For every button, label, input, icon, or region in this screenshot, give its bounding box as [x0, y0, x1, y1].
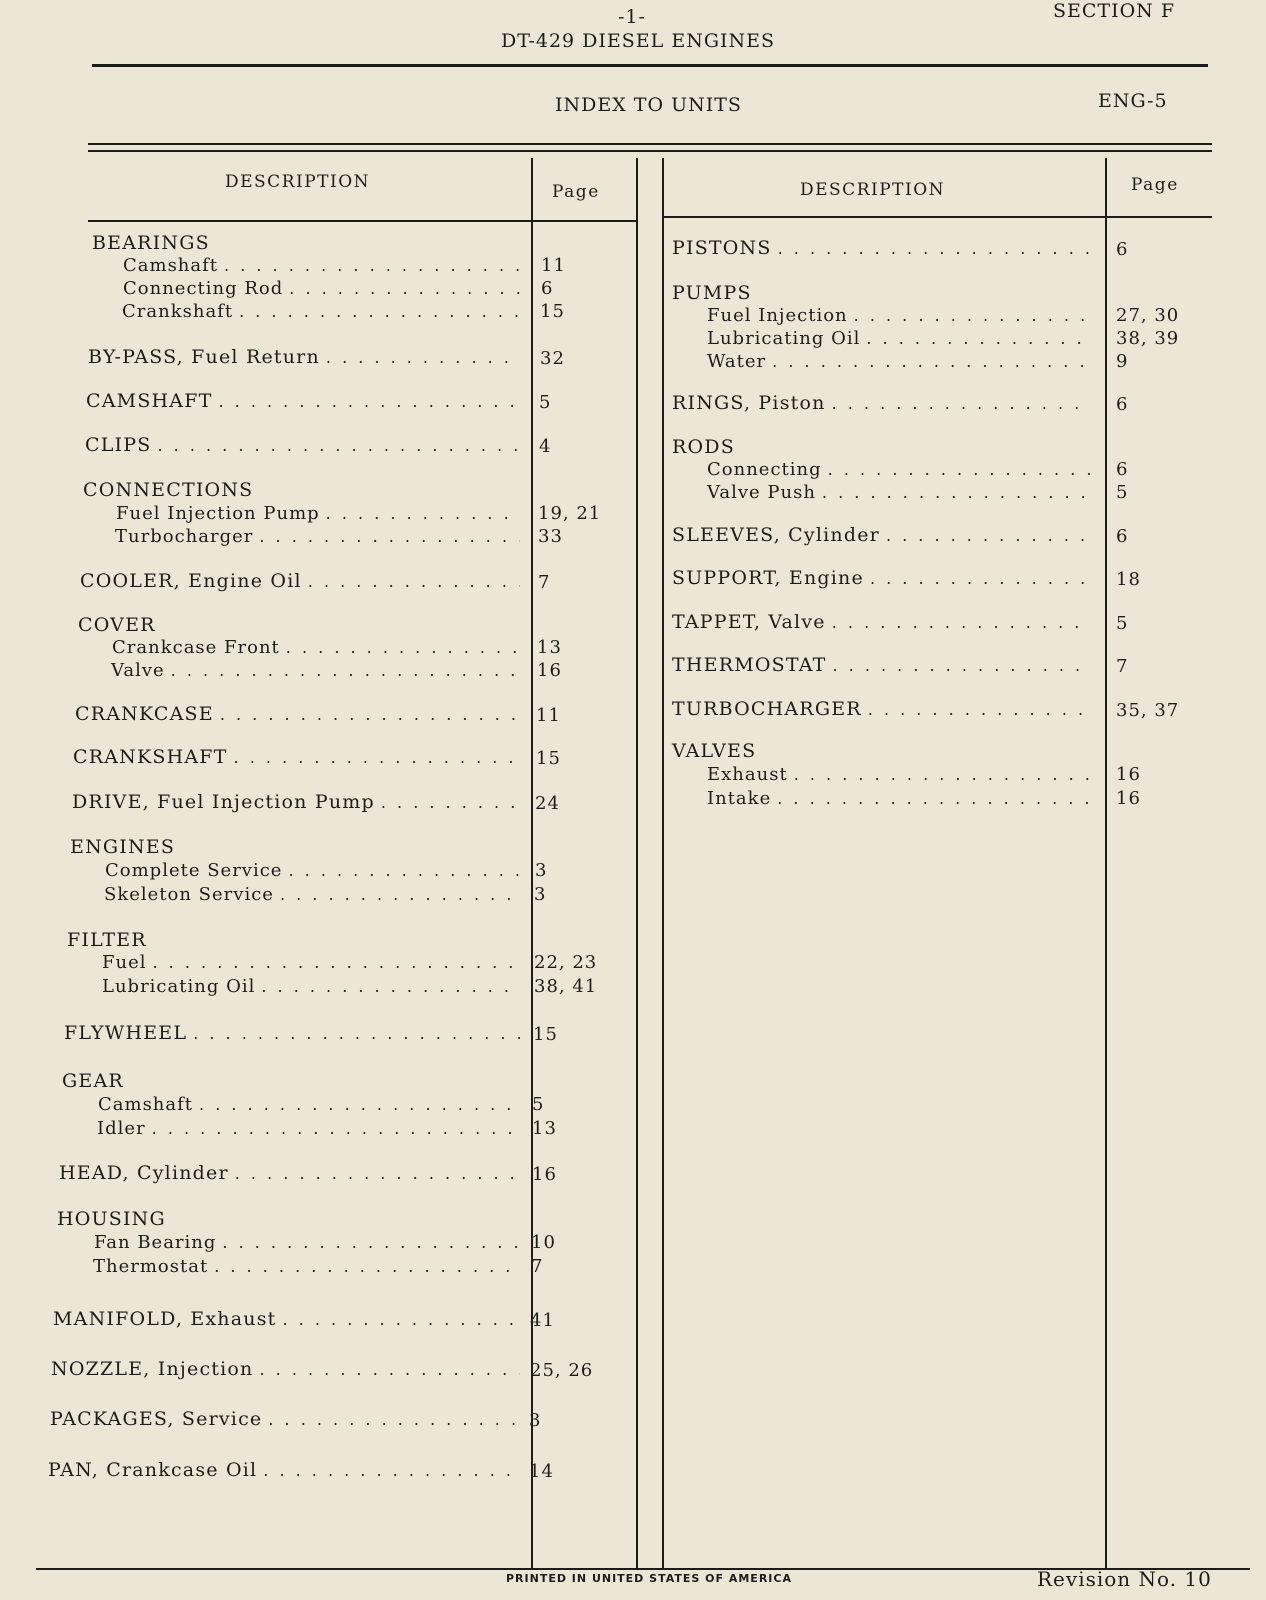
left-index-entry: [115, 526, 520, 547]
entry-page-number: 33: [538, 526, 563, 547]
entry-label: RODS: [672, 436, 735, 458]
leader-dots: [193, 1024, 520, 1043]
entry-label: CRANKSHAFT: [73, 746, 228, 768]
left-index-entry: [88, 346, 520, 368]
left-index-entry: [123, 278, 520, 299]
entry-page-number: 3: [534, 884, 547, 905]
leader-dots: [263, 1461, 520, 1480]
entry-label: Camshaft: [123, 255, 219, 276]
right-index-entry: [672, 567, 1092, 589]
entry-page-number: 10: [531, 1232, 556, 1253]
entry-label: BY-PASS, Fuel Return: [88, 346, 320, 368]
leader-dots: [259, 527, 520, 546]
entry-page-number: 6: [1116, 459, 1129, 480]
leader-dots: [288, 861, 520, 880]
leader-dots: [778, 239, 1092, 258]
right-index-entry: [707, 328, 1092, 349]
entry-page-number: 16: [1116, 788, 1141, 809]
entry-page-number: 38, 41: [534, 976, 598, 997]
left-index-entry: [111, 660, 520, 681]
entry-page-number: 27, 30: [1116, 305, 1180, 326]
entry-label: Lubricating Oil: [707, 328, 861, 349]
entry-page-number: 41: [530, 1310, 555, 1331]
entry-page-number: 16: [1116, 764, 1141, 785]
leader-dots: [218, 392, 520, 411]
left-index-entry: [62, 1070, 520, 1092]
left-index-entry: [98, 1094, 520, 1115]
right-index-entry: [707, 482, 1092, 503]
entry-label: Valve Push: [707, 482, 816, 503]
entry-page-number: 22, 23: [534, 952, 598, 973]
left-index-entry: [51, 1358, 520, 1380]
leader-dots: [220, 705, 520, 724]
leader-dots: [259, 1360, 520, 1379]
entry-page-number: 19, 21: [538, 503, 602, 524]
entry-page-number: 3: [535, 860, 548, 881]
left-index-entry: [116, 503, 520, 524]
leader-dots: [289, 279, 520, 298]
entry-page-number: 6: [1116, 239, 1129, 260]
column-divider: [1105, 158, 1107, 1568]
entry-label: VALVES: [672, 740, 757, 762]
entry-page-number: 25, 26: [530, 1360, 594, 1381]
entry-label: Crankshaft: [122, 301, 234, 322]
entry-label: FILTER: [67, 929, 147, 951]
entry-page-number: 11: [541, 255, 566, 276]
entry-label: Connecting: [707, 459, 822, 480]
leader-dots: [152, 1119, 520, 1138]
left-index-entry: [123, 255, 520, 276]
entry-label: Fuel: [102, 952, 147, 973]
leader-dots: [326, 504, 520, 523]
right-index-entry: [672, 611, 1092, 633]
entry-page-number: 9: [1116, 351, 1129, 372]
leader-dots: [222, 1233, 520, 1252]
entry-page-number: 11: [536, 705, 561, 726]
right-index-entry: [707, 351, 1092, 372]
entry-page-number: 16: [537, 660, 562, 681]
entry-page-number: 6: [1116, 526, 1129, 547]
entry-label: Crankcase Front: [112, 637, 280, 658]
entry-page-number: 16: [532, 1164, 557, 1185]
entry-page-number: 14: [529, 1461, 554, 1482]
engine-code: ENG-5: [1098, 90, 1168, 112]
entry-label: CONNECTIONS: [83, 479, 254, 501]
right-index-entry: [672, 282, 1092, 304]
entry-page-number: 15: [533, 1024, 558, 1045]
page-number: -1-: [618, 6, 646, 28]
left-index-entry: [94, 1232, 520, 1253]
column-header-description: DESCRIPTION: [225, 172, 371, 192]
leader-dots: [171, 661, 520, 680]
entry-page-number: 32: [540, 348, 565, 369]
entry-label: Fuel Injection Pump: [116, 503, 320, 524]
entry-label: NOZZLE, Injection: [51, 1358, 254, 1380]
left-index-entry: [78, 614, 520, 636]
entry-page-number: 7: [1116, 656, 1129, 677]
entry-label: Intake: [707, 788, 772, 809]
entry-page-number: 13: [537, 637, 562, 658]
leader-dots: [870, 569, 1092, 588]
printed-notice: PRINTED IN UNITED STATES OF AMERICA: [506, 1572, 792, 1585]
leader-dots: [828, 460, 1092, 479]
left-index-entry: [85, 434, 520, 456]
entry-page-number: 18: [1116, 569, 1141, 590]
entry-label: Skeleton Service: [104, 884, 274, 905]
entry-label: DRIVE, Fuel Injection Pump: [72, 791, 375, 813]
left-index-entry: [64, 1022, 520, 1044]
entry-label: PAN, Crankcase Oil: [48, 1459, 258, 1481]
left-index-entry: [102, 952, 520, 973]
entry-label: Idler: [97, 1118, 146, 1139]
left-index-entry: [97, 1118, 520, 1139]
entry-page-number: 4: [539, 436, 552, 457]
right-index-entry: [672, 237, 1092, 259]
document-title: DT-429 DIESEL ENGINES: [501, 30, 776, 52]
entry-label: SLEEVES, Cylinder: [672, 524, 880, 546]
column-header-page: Page: [552, 182, 600, 202]
entry-label: THERMOSTAT: [672, 654, 827, 676]
entry-label: CRANKCASE: [75, 703, 214, 725]
left-index-entry: [83, 479, 520, 501]
left-index-entry: [93, 1256, 520, 1277]
leader-dots: [866, 329, 1092, 348]
left-index-entry: [112, 637, 520, 658]
entry-page-number: 5: [1116, 613, 1129, 634]
entry-label: ENGINES: [70, 836, 176, 858]
entry-label: CLIPS: [85, 434, 152, 456]
leader-dots: [214, 1257, 520, 1276]
header-rule: [92, 64, 1208, 67]
left-index-entry: [57, 1208, 520, 1230]
entry-label: COVER: [78, 614, 156, 636]
entry-page-number: 13: [532, 1118, 557, 1139]
right-index-entry: [672, 698, 1092, 720]
left-index-entry: [80, 570, 520, 592]
leader-dots: [832, 394, 1092, 413]
entry-label: PACKAGES, Service: [50, 1408, 263, 1430]
left-index-entry: [50, 1408, 520, 1430]
entry-label: Exhaust: [707, 764, 788, 785]
entry-label: FLYWHEEL: [64, 1022, 188, 1044]
column-header-page: Page: [1131, 175, 1179, 195]
entry-page-number: 7: [538, 572, 551, 593]
right-index-entry: [707, 459, 1092, 480]
table-top-rule-2: [88, 150, 1212, 152]
index-title: INDEX TO UNITS: [555, 94, 742, 116]
entry-label: Turbocharger: [115, 526, 254, 547]
left-index-entry: [73, 746, 520, 768]
leader-dots: [381, 793, 520, 812]
leader-dots: [886, 526, 1092, 545]
left-index-entry: [122, 301, 520, 322]
leader-dots: [794, 765, 1092, 784]
leader-dots: [280, 885, 520, 904]
right-index-entry: [672, 524, 1092, 546]
entry-label: CAMSHAFT: [86, 390, 213, 412]
section-label: SECTION F: [1053, 0, 1176, 22]
entry-label: SUPPORT, Engine: [672, 567, 864, 589]
left-index-entry: [48, 1459, 520, 1481]
entry-page-number: 5: [1116, 482, 1129, 503]
left-index-entry: [86, 390, 520, 412]
entry-page-number: 7: [531, 1256, 544, 1277]
left-index-entry: [105, 860, 520, 881]
leader-dots: [199, 1095, 520, 1114]
column-divider: [636, 158, 638, 1568]
right-index-entry: [707, 788, 1092, 809]
entry-label: COOLER, Engine Oil: [80, 570, 302, 592]
entry-page-number: 24: [535, 793, 560, 814]
entry-label: Valve: [111, 660, 165, 681]
left-index-entry: [67, 929, 520, 951]
left-index-entry: [70, 836, 520, 858]
leader-dots: [326, 348, 520, 367]
entry-label: Complete Service: [105, 860, 283, 881]
revision-number: Revision No. 10: [1037, 1567, 1212, 1591]
left-index-entry: [102, 976, 520, 997]
column-divider: [531, 158, 533, 1568]
leader-dots: [283, 1310, 521, 1329]
entry-label: HEAD, Cylinder: [59, 1162, 229, 1184]
leader-dots: [268, 1410, 520, 1429]
leader-dots: [868, 700, 1092, 719]
entry-label: Fuel Injection: [707, 305, 848, 326]
entry-label: PISTONS: [672, 237, 772, 259]
entry-label: MANIFOLD, Exhaust: [53, 1308, 277, 1330]
entry-label: TAPPET, Valve: [672, 611, 826, 633]
right-index-entry: [672, 436, 1092, 458]
entry-label: PUMPS: [672, 282, 752, 304]
leader-dots: [153, 953, 521, 972]
right-index-entry: [672, 740, 1092, 762]
entry-page-number: 5: [532, 1094, 545, 1115]
entry-label: Water: [707, 351, 767, 372]
leader-dots: [261, 977, 520, 996]
leader-dots: [777, 789, 1092, 808]
left-index-entry: [75, 703, 520, 725]
entry-page-number: 6: [1116, 394, 1129, 415]
entry-page-number: 15: [536, 748, 561, 769]
leader-dots: [239, 302, 520, 321]
leader-dots: [234, 748, 520, 767]
right-index-entry: [672, 392, 1092, 414]
table-top-rule: [88, 143, 1212, 145]
left-index-entry: [53, 1308, 520, 1330]
left-index-entry: [92, 232, 520, 254]
entry-label: Camshaft: [98, 1094, 194, 1115]
column-header-description: DESCRIPTION: [800, 180, 946, 200]
entry-page-number: 38, 39: [1116, 328, 1180, 349]
leader-dots: [822, 483, 1092, 502]
entry-label: RINGS, Piston: [672, 392, 826, 414]
column-header-rule: [662, 216, 1212, 218]
column-divider: [662, 158, 664, 1568]
leader-dots: [235, 1164, 520, 1183]
column-header-rule: [88, 220, 636, 222]
right-index-entry: [672, 654, 1092, 676]
left-index-entry: [59, 1162, 520, 1184]
entry-label: Thermostat: [93, 1256, 209, 1277]
leader-dots: [832, 656, 1092, 675]
left-index-entry: [104, 884, 520, 905]
entry-page-number: 6: [541, 278, 554, 299]
entry-label: BEARINGS: [92, 232, 210, 254]
leader-dots: [832, 613, 1092, 632]
left-index-entry: [72, 791, 520, 813]
leader-dots: [854, 306, 1092, 325]
right-index-entry: [707, 764, 1092, 785]
entry-label: TURBOCHARGER: [672, 698, 862, 720]
leader-dots: [772, 352, 1092, 371]
entry-label: Lubricating Oil: [102, 976, 256, 997]
entry-label: Fan Bearing: [94, 1232, 217, 1253]
entry-label: Connecting Rod: [123, 278, 284, 299]
entry-page-number: 3: [529, 1410, 542, 1431]
entry-page-number: 35, 37: [1116, 700, 1180, 721]
entry-label: HOUSING: [57, 1208, 166, 1230]
entry-page-number: 5: [539, 392, 552, 413]
leader-dots: [224, 256, 520, 275]
leader-dots: [286, 638, 520, 657]
leader-dots: [157, 436, 520, 455]
leader-dots: [308, 572, 520, 591]
entry-page-number: 15: [540, 301, 565, 322]
entry-label: GEAR: [62, 1070, 124, 1092]
right-index-entry: [707, 305, 1092, 326]
